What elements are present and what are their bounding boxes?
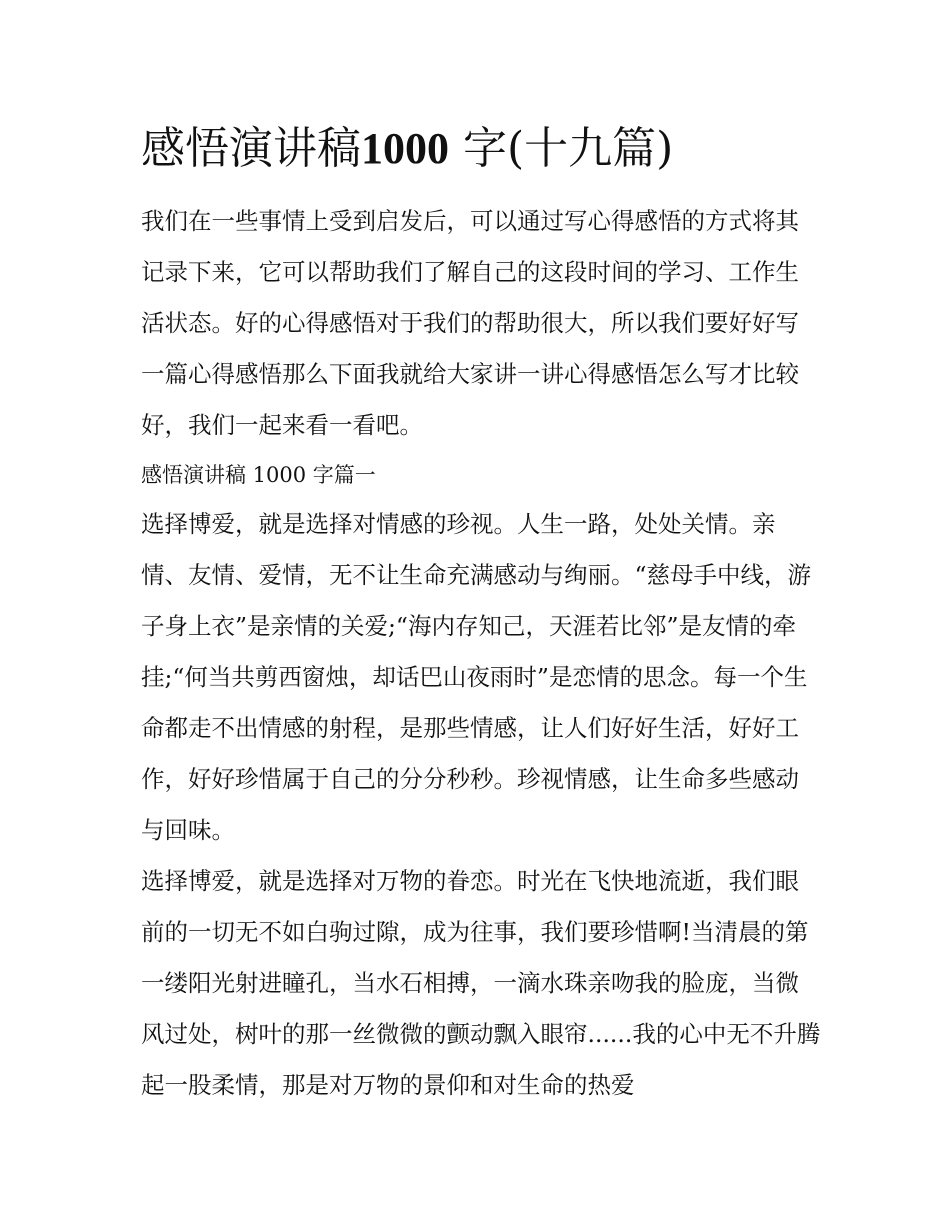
document-page xyxy=(141,118,821,1111)
section-heading: 感悟演讲稿 1000 字篇一 xyxy=(141,463,376,487)
body-paragraph-1: 选择博爱，就是选择对情感的珍视。人生一路，处处关情。亲情、友情、爱情，无不让生命充满感动与绚丽。“慈母手中线，游子身上衣”是亲情的关爱;“海内存知己，天涯若比邻”是友情的牵挂;“何当共剪西窗烛，却话巴山夜雨时”是恋情的思念。每一个生命都走不出情感的射程，是那些情感，让人们好好生活，好好工作，好好珍惜属于自己的分分秒秒。珍视情感，让生命多些感动与回味。 xyxy=(141,510,812,844)
title-number: 1000 xyxy=(361,124,449,173)
intro-paragraph: 我们在一些事情上受到启发后，可以通过写心得感悟的方式将其记录下来，它可以帮助我们了解自己的这段时间的学习、工作生活状态。好的心得感悟对于我们的帮助很大，所以我们要好好写一篇心得感悟那么下面我就给大家讲一讲心得感悟怎么写才比较好，我们一起来看一看吧。 xyxy=(141,207,799,439)
title-text-part1: 感悟演讲稿 xyxy=(141,123,361,174)
document-title xyxy=(141,118,821,180)
title-text-part2: 字(十九篇) xyxy=(449,123,674,174)
body-paragraph-2: 选择博爱，就是选择对万物的眷恋。时光在飞快地流逝，我们眼前的一切无不如白驹过隙，成为往事，我们要珍惜啊!当清晨的第一缕阳光射进瞳孔，当水石相搏，一滴水珠亲吻我的脸庞，当微风过处，树叶的那一丝微微的颤动飘入眼帘......我的心中无不升腾起一股柔情，那是对万物的景仰和对生命的热爱 xyxy=(141,867,821,1099)
